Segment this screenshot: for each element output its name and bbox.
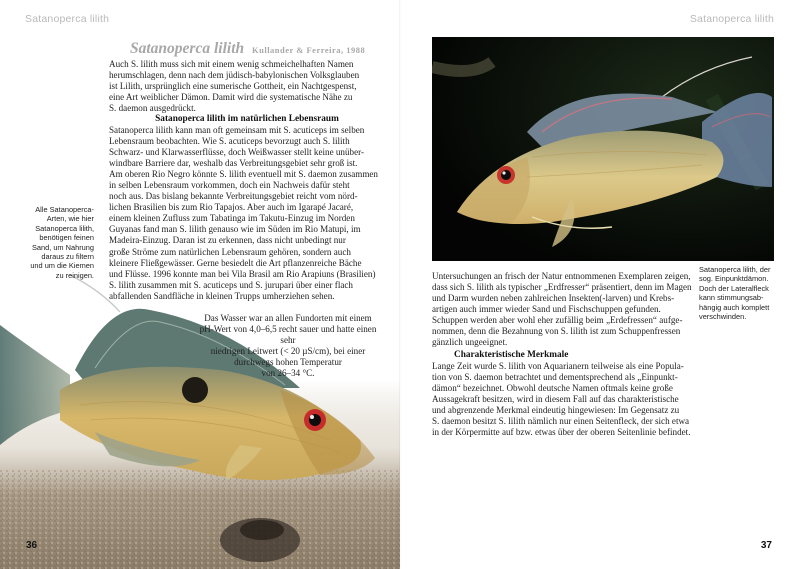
characteristics-section [432, 350, 692, 438]
text-line: große Ströme zum natürlichen Lebensraum gehören, sondern auch [109, 246, 351, 257]
text-line: in der Körpermitte auf bzw. etwas über der oberen Seitenlinie befindet. [432, 427, 691, 438]
page-number-left: 36 [26, 540, 38, 551]
fish-dark-background-photo [432, 37, 774, 261]
text-line: Lange Zeit wurde S. lilith von Aquarianern teilweise als eine Popula- [432, 361, 684, 371]
text-line: pH-Wert von 4,0–6,5 recht sauer und hatte einen sehr [199, 324, 377, 346]
caption-line: Satanoperca lilith, [35, 223, 94, 233]
caption-line: Arten, wie hier [46, 214, 94, 224]
text-line: Satanoperca lilith kann man oft gemeinsam mit S. acuticeps im selben [109, 125, 365, 135]
caption-line: Sand, um Nahrung [31, 242, 94, 252]
fish-on-sand-photo [0, 270, 400, 530]
caption-line: zu reinigen. [55, 270, 94, 280]
text-line: S. lilith zusammen mit S. acuticeps und S. jurupari über einer flach [109, 279, 353, 290]
text-line: Am oberen Rio Negro könnte S. lilith eventuell mit S. daemon zusammen [109, 169, 378, 180]
text-line: Aussagekraft besitzen, wird in diesem Fall auf das charakteristische [432, 394, 679, 405]
text-line: S. daemon besitzt S. lilith nämlich nur einen Seitenfleck, der sich etwa [432, 416, 690, 427]
text-line: von 26–34 °C. [261, 368, 315, 379]
page-number-right: 37 [760, 540, 772, 551]
text-line: S. daemon ausgedrückt. [109, 103, 196, 114]
intro-paragraph [109, 59, 385, 114]
text-line: Schwarz- und Klarwasserflüsse, doch Weißwasser stellt keine unüber- [109, 147, 364, 158]
text-line: in selben Lebensraum vorkommen, doch ein Nachweis dafür steht [109, 180, 350, 191]
text-line: Schuppen werden aber wohl eher zufällig beim „Erdefressen“ aufge- [432, 315, 683, 326]
text-line: dass sich S. lilith als typischer „Erdfresser“ präsentiert, denn im Magen [432, 282, 692, 293]
caption-line: kann stimmungsab- [699, 293, 764, 303]
species-name: Satanoperca lilith [130, 40, 245, 57]
text-line: lichen Brasilien bis zum Rio Tapajos. Aber auch im Igarapé Jacaré, [109, 202, 354, 213]
habitat-heading: Satanoperca lilith im natürlichen Lebensraum [155, 114, 339, 124]
text-line: gänzlich ungeeignet. [432, 337, 508, 348]
running-head-right: Satanoperca lilith [689, 13, 774, 25]
text-line: Untersuchungen an frisch der Natur entnommenen Exemplaren zeigen, [432, 271, 691, 281]
text-line: herumschlagen, denn nach dem jüdisch-babylonischen Volksglauben [109, 70, 360, 81]
caption-line: Satanoperca lilith, der [699, 265, 771, 274]
article-title [130, 40, 390, 58]
text-line: dämon“ bezeichnet. Obwohl deutsche Namen oftmals keine große [432, 383, 673, 394]
caption-line: Doch der Lateralfleck [699, 283, 769, 293]
merkmale-heading: Charakteristische Merkmale [454, 350, 569, 360]
text-line: Das Wasser war an allen Fundorten mit einem [204, 313, 372, 323]
diet-paragraph [432, 271, 695, 348]
water-parameters-paragraph [191, 313, 385, 379]
text-line: noch aus. Das bislang bekannte Verbreitungsgebiet reicht vom nörd- [109, 191, 358, 202]
caption-line: verschwinden. [699, 312, 747, 322]
habitat-section [109, 114, 385, 302]
caption-line: sog. Einpunktdämon. [699, 274, 769, 284]
text-line: abfallenden Sandfläche in kleinen Trupps umherziehen sehen. [109, 290, 335, 301]
text-line: und Darm wurden neben zahlreichen Insekten(-larven) und Krebs- [432, 293, 675, 304]
text-line: Guyanas fand man S. lilith genauso wie im Süden im Rio Matupi, im [109, 224, 361, 235]
text-line: durchwegs hohen Temperatur [234, 357, 342, 368]
caption-line: hängig auch komplett [699, 302, 770, 312]
text-line: Lebensraum beobachten. Wie S. acuticeps bevorzugt auch S. lilith [109, 136, 350, 147]
caption-line: daraus zu filtern [41, 252, 94, 262]
text-line: kleinere Fließgewässer. Gerne besiedelt die Art pflanzenreiche Bäche [109, 257, 362, 268]
left-photo-caption [22, 205, 94, 280]
text-line: artigen auch immer wieder Sand und Fischschuppen gefunden. [432, 304, 661, 315]
text-line: nommen, denn die Bezahnung von S. lilith ist zum Schuppenfressen [432, 326, 681, 337]
text-line: windbare Barriere dar, weshalb das Verbreitungsgebiet sehr groß ist. [109, 158, 358, 169]
caption-line: Alle Satanoperca- [35, 205, 94, 214]
text-line: eine Art weiblicher Dämon. Damit wird die systematische Nähe zu [109, 92, 353, 103]
text-line: einem kleinen Zufluss zum Tabatinga im Takutu-Einzug im Norden [109, 213, 355, 224]
running-head-left: Satanoperca lilith [25, 13, 110, 25]
text-line: tion von S. daemon betrachtet und dementsprechend als „Einpunkt- [432, 372, 678, 383]
text-line: und Flüsse. 1996 konnte man bei Vila Brasil am Rio Arapiuns (Brasilien) [109, 268, 376, 279]
text-line: Madeira-Einzug. Daran ist zu erkennen, dass nicht unbedingt nur [109, 235, 346, 246]
right-page [400, 0, 800, 569]
right-photo-caption [699, 265, 779, 321]
species-authority: Kullander & Ferreira, 1988 [252, 45, 366, 55]
text-line: Auch S. lilith muss sich mit einem wenig schmeichelhaften Namen [109, 59, 354, 69]
fish-photo-graphic [432, 37, 774, 261]
text-line: und abgrenzende Merkmal eindeutig hingewiesen: Im Gegensatz zu [432, 405, 680, 416]
text-line: ist Lilith, ursprünglich eine sumerische Gottheit, ein Nachtgespenst, [109, 81, 357, 92]
caption-line: benötigen feinen [39, 233, 94, 243]
text-line: niedrigen Leitwert (< 20 µS/cm), bei einer [210, 346, 366, 357]
caption-line: und um die Kiemen [30, 261, 94, 271]
